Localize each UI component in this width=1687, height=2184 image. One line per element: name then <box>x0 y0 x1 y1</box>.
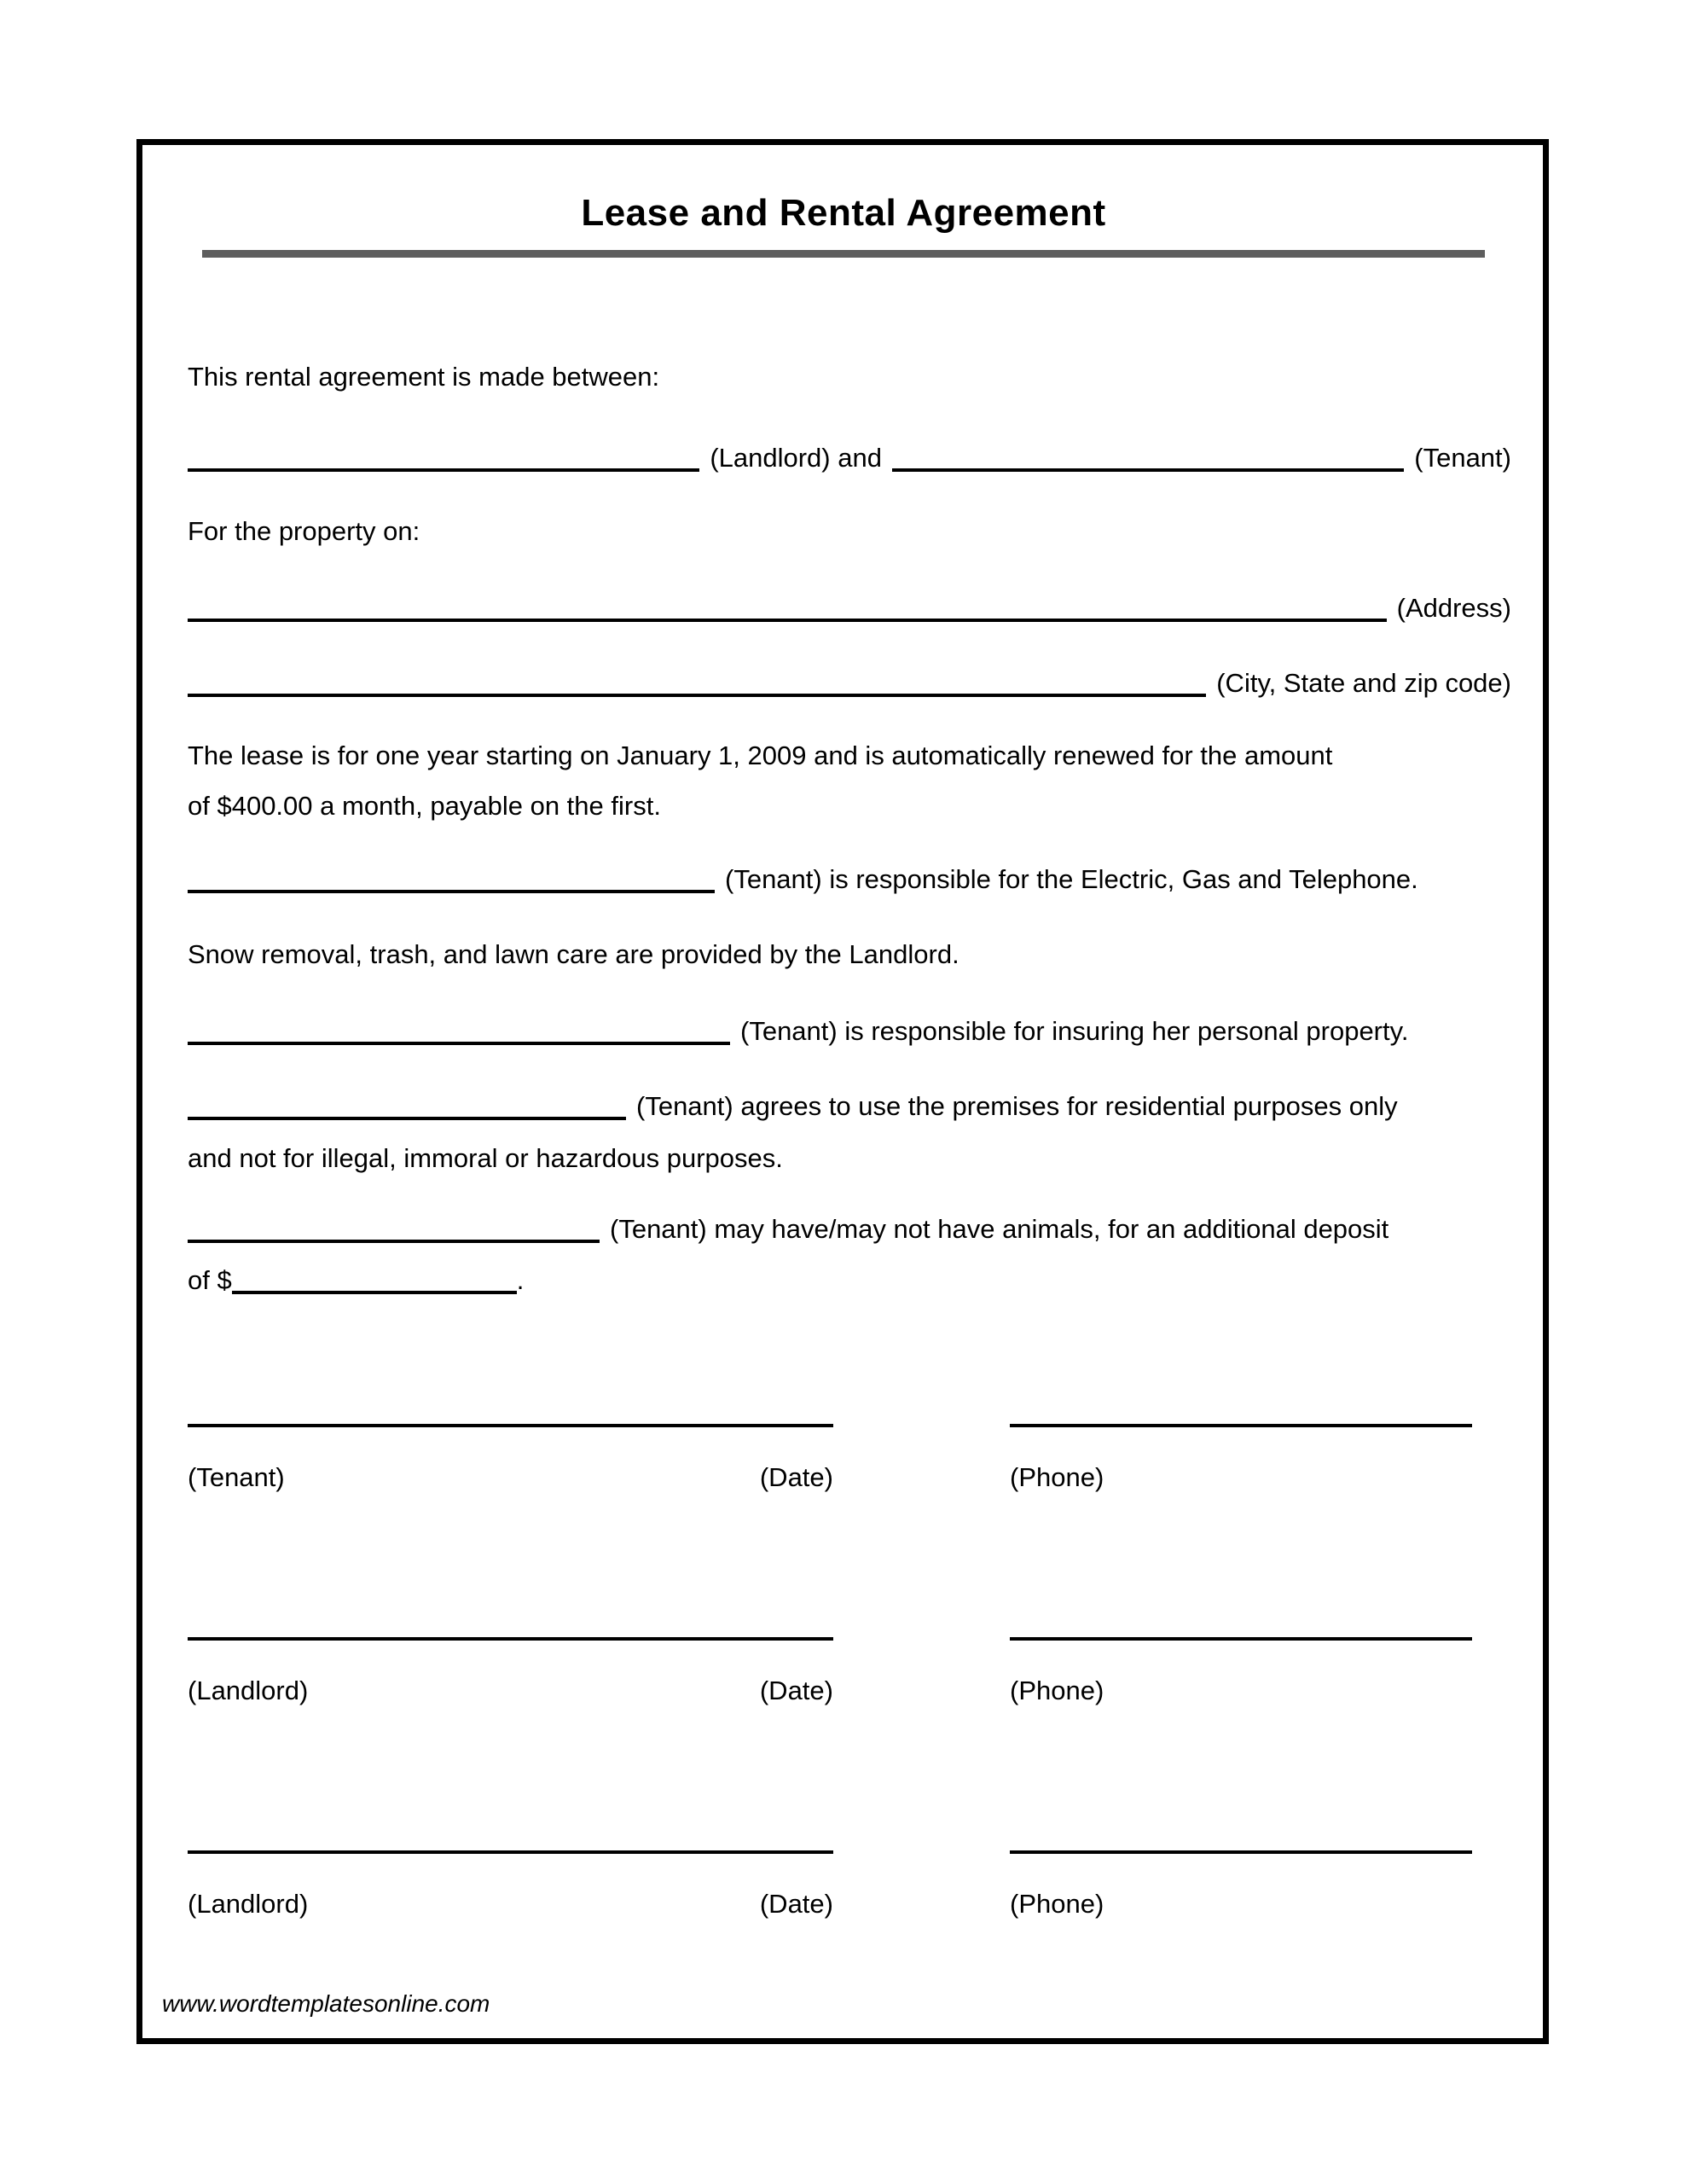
animals-deposit-suffix: . <box>516 1265 525 1295</box>
signature-gap <box>833 1889 1010 1920</box>
landlord-phone-line <box>1010 1637 1472 1641</box>
signature-gap <box>833 1850 1010 1854</box>
residential-use-text-1: (Tenant) agrees to use the premises for residential purposes only <box>636 1091 1398 1121</box>
utilities-clause-text: (Tenant) is responsible for the Electric, Gas and Telephone. <box>725 864 1418 894</box>
intro-text: This rental agreement is made between: <box>188 362 660 392</box>
residential-use-line-1 <box>188 1091 1511 1122</box>
utilities-tenant-blank <box>188 890 715 893</box>
address-blank <box>188 619 1387 622</box>
signature-labels-landlord-1 <box>188 1676 1472 1706</box>
residential-use-text-2: and not for illegal, immoral or hazardous purposes. <box>188 1143 783 1173</box>
landlord2-date-label: (Date) <box>759 1889 833 1919</box>
landlord-services-text: Snow removal, trash, and lawn care are provided by the Landlord. <box>188 939 959 969</box>
landlord2-phone-label: (Phone) <box>1010 1889 1104 1919</box>
address-label: (Address) <box>1396 593 1511 623</box>
landlord2-signature-label: (Landlord) <box>188 1889 309 1919</box>
landlord-phone-label: (Phone) <box>1010 1676 1104 1705</box>
animals-tenant-blank <box>188 1240 600 1243</box>
signature-lines-landlord-2 <box>188 1850 1472 1854</box>
tenant-phone-label: (Phone) <box>1010 1462 1104 1492</box>
animals-clause-text-1: (Tenant) may have/may not have animals, for an additional deposit <box>610 1214 1389 1244</box>
animals-clause-line-2 <box>188 1265 1511 1296</box>
insurance-clause-text: (Tenant) is responsible for insuring her personal property. <box>740 1016 1409 1046</box>
city-state-zip-blank <box>188 694 1206 697</box>
insurance-clause-line <box>188 1016 1511 1047</box>
residential-tenant-blank <box>188 1117 626 1120</box>
lease-terms-line-1: The lease is for one year starting on January 1, 2009 and is automatically renewed for the amount <box>188 741 1333 770</box>
landlord2-phone-line <box>1010 1850 1472 1854</box>
page-title: Lease and Rental Agreement <box>581 192 1106 234</box>
utilities-clause-line <box>188 864 1511 895</box>
address-line <box>188 593 1511 624</box>
animals-deposit-blank <box>232 1291 517 1294</box>
signature-lines-tenant <box>188 1424 1472 1427</box>
property-intro-text: For the property on: <box>188 516 420 546</box>
signature-labels-landlord-2 <box>188 1889 1472 1920</box>
lease-terms-line-2: of $400.00 a month, payable on the first. <box>188 791 661 821</box>
tenant-label: (Tenant) <box>1414 443 1511 473</box>
tenant-signature-line <box>188 1424 833 1427</box>
website-footer: www.wordtemplatesonline.com <box>162 1990 490 2017</box>
signature-gap <box>833 1676 1010 1706</box>
landlord-name-blank <box>188 468 699 472</box>
city-state-zip-label: (City, State and zip code) <box>1216 668 1511 698</box>
landlord-signature-label: (Landlord) <box>188 1676 309 1705</box>
tenant-signature-label: (Tenant) <box>188 1462 285 1492</box>
signature-gap <box>833 1424 1010 1427</box>
title-rule <box>202 250 1485 258</box>
landlord2-signature-line <box>188 1850 833 1854</box>
signature-gap <box>833 1462 1010 1493</box>
animals-clause-line-1 <box>188 1214 1511 1245</box>
tenant-name-blank <box>892 468 1404 472</box>
tenant-date-label: (Date) <box>759 1462 833 1492</box>
tenant-phone-line <box>1010 1424 1472 1427</box>
city-state-zip-line <box>188 668 1511 699</box>
landlord-date-label: (Date) <box>759 1676 833 1705</box>
signature-labels-tenant <box>188 1462 1472 1493</box>
signature-gap <box>833 1637 1010 1641</box>
animals-deposit-prefix: of $ <box>188 1265 232 1295</box>
signature-lines-landlord-1 <box>188 1637 1472 1641</box>
landlord-label: (Landlord) and <box>710 443 882 473</box>
insurance-tenant-blank <box>188 1042 730 1045</box>
landlord-signature-line <box>188 1637 833 1641</box>
party-line <box>188 443 1511 473</box>
